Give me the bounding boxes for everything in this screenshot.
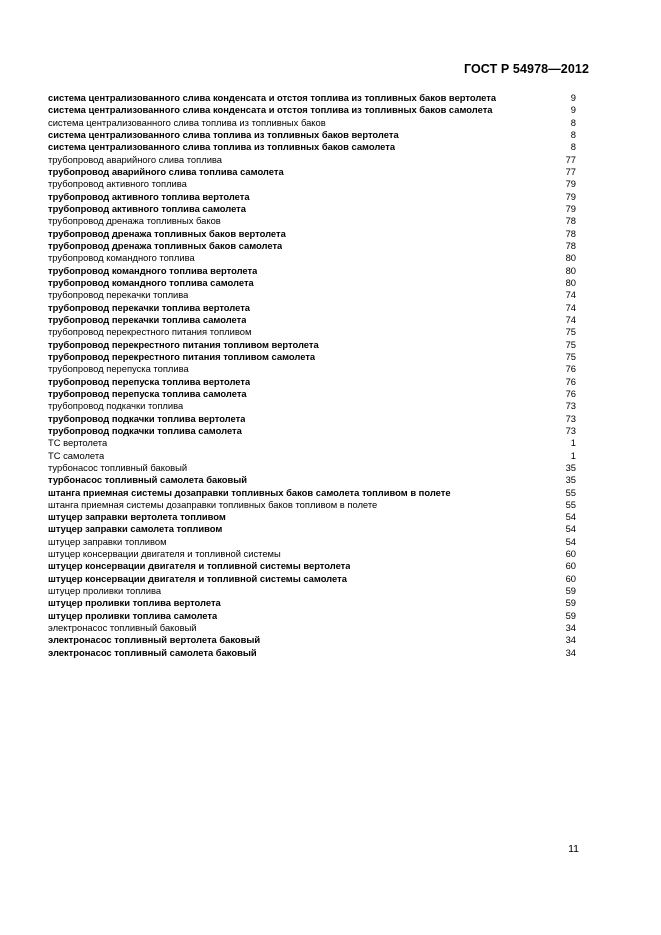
document-standard-title: ГОСТ Р 54978—2012: [463, 62, 589, 76]
index-term: трубопровод активного топлива вертолета: [48, 190, 250, 202]
index-entry: [48, 548, 576, 560]
index-page-ref: 55: [565, 498, 576, 510]
index-entry: [48, 191, 576, 203]
index-page-ref: 60: [565, 548, 576, 560]
index-page-ref: 34: [565, 646, 576, 658]
index-entry: [48, 203, 576, 215]
index-entry: [48, 265, 576, 277]
index-entry: [48, 487, 576, 499]
index-term: трубопровод перепуска топлива самолета: [48, 387, 247, 399]
index-page-ref: 8: [570, 141, 576, 153]
index-entry: [48, 425, 576, 437]
index-term: трубопровод перекачки топлива вертолета: [48, 301, 251, 313]
index-term: трубопровод подкачки топлива: [48, 400, 184, 412]
index-term: трубопровод командного топлива вертолета: [48, 264, 258, 276]
index-entry: [48, 523, 576, 535]
index-entry: [48, 437, 576, 449]
index-entry: [48, 597, 576, 609]
index-entry: [48, 388, 576, 400]
index-page-ref: 76: [565, 375, 576, 387]
index-term: система централизованного слива конденсата и отстоя топлива из топливных баков вертолета: [48, 92, 497, 103]
index-entry: [48, 314, 576, 326]
index-entry: [48, 536, 576, 548]
index-page-ref: 79: [565, 178, 576, 190]
index-page-ref: 74: [565, 301, 576, 313]
index-page-ref: 54: [565, 511, 576, 523]
index-entry: [48, 228, 576, 240]
index-page-ref: 77: [565, 153, 576, 165]
index-term: трубопровод дренажа топливных баков: [48, 215, 221, 227]
index-page-ref: 1: [570, 437, 576, 449]
index-entry: [48, 376, 576, 388]
index-entry: [48, 92, 576, 104]
index-page-ref: 34: [565, 622, 576, 634]
index-term: трубопровод активного топлива самолета: [48, 202, 246, 214]
index-term: трубопровод перепуска топлива: [48, 363, 189, 375]
index-entry: [48, 178, 576, 190]
index-term: штуцер заправки самолета топливом: [48, 523, 223, 535]
index-page-ref: 55: [565, 486, 576, 498]
index-entry: [48, 117, 576, 129]
index-entry: [48, 413, 576, 425]
index-page-ref: 79: [565, 202, 576, 214]
index-entry: [48, 560, 576, 572]
index-page-ref: 34: [565, 634, 576, 646]
index-page-ref: 80: [565, 264, 576, 276]
index-term: трубопровод активного топлива: [48, 178, 187, 190]
index-entry: [48, 499, 576, 511]
index-page-ref: 76: [565, 387, 576, 399]
index-page-ref: 9: [570, 104, 576, 116]
index-page-ref: 78: [565, 227, 576, 239]
index-page-ref: 54: [565, 535, 576, 547]
index-page-ref: 35: [565, 474, 576, 486]
index-entry: [48, 511, 576, 523]
index-page-ref: 73: [565, 400, 576, 412]
index-page-ref: 74: [565, 313, 576, 325]
index-page-ref: 35: [565, 461, 576, 473]
index-entry: [48, 450, 576, 462]
index-term: штуцер проливки топлива вертолета: [48, 597, 221, 609]
index-page-ref: 79: [565, 190, 576, 202]
index-page-ref: 59: [565, 609, 576, 621]
index-entry: [48, 289, 576, 301]
index-page-ref: 78: [565, 215, 576, 227]
index-term: турбонасос топливный самолета баковый: [48, 474, 248, 486]
index-page-ref: 76: [565, 363, 576, 375]
index-term: система централизованного слива конденсата и отстоя топлива из топливных баков самолета: [48, 104, 493, 116]
index-page-ref: 73: [565, 412, 576, 424]
index-term: штуцер проливки топлива: [48, 585, 162, 597]
index-entry: [48, 351, 576, 363]
index-entry: [48, 400, 576, 412]
index-page-ref: 8: [570, 116, 576, 128]
index-page-ref: 60: [565, 572, 576, 584]
index-entry: [48, 339, 576, 351]
index-term: система централизованного слива топлива из топливных баков: [48, 116, 326, 128]
index-entry: [48, 166, 576, 178]
index-entry: [48, 129, 576, 141]
index-page-ref: 59: [565, 597, 576, 609]
index-entry: [48, 634, 576, 646]
alphabetical-term-index: [48, 92, 576, 659]
index-page-ref: 80: [565, 276, 576, 288]
index-page-ref: 59: [565, 585, 576, 597]
index-term: система централизованного слива топлива из топливных баков самолета: [48, 141, 396, 153]
index-page-ref: 77: [565, 165, 576, 177]
index-entry: [48, 363, 576, 375]
index-entry: [48, 585, 576, 597]
index-page-ref: 78: [565, 239, 576, 251]
index-term: электронасос топливный вертолета баковый: [48, 634, 261, 646]
index-term: трубопровод перекачки топлива самолета: [48, 313, 247, 325]
index-term: электронасос топливный баковый: [48, 622, 197, 634]
index-term: трубопровод аварийного слива топлива: [48, 153, 223, 165]
index-entry: [48, 277, 576, 289]
index-page-ref: 75: [565, 326, 576, 338]
index-term: ТС самолета: [48, 449, 105, 461]
index-term: электронасос топливный самолета баковый: [48, 646, 257, 658]
index-entry: [48, 647, 576, 659]
index-page-ref: 80: [565, 252, 576, 264]
index-term: трубопровод аварийного слива топлива самолета: [48, 165, 284, 177]
index-entry: [48, 474, 576, 486]
index-entry: [48, 302, 576, 314]
index-page-ref: 74: [565, 289, 576, 301]
index-term: трубопровод командного топлива: [48, 252, 195, 264]
index-term: трубопровод дренажа топливных баков самолета: [48, 239, 283, 251]
index-term: штуцер заправки вертолета топливом: [48, 511, 226, 523]
index-term: система централизованного слива топлива из топливных баков вертолета: [48, 128, 399, 140]
index-term: трубопровод подкачки топлива вертолета: [48, 412, 246, 424]
index-page-ref: 75: [565, 338, 576, 350]
index-term: трубопровод перекрестного питания топливом вертолета: [48, 338, 319, 350]
index-entry: [48, 141, 576, 153]
index-page-ref: 1: [570, 449, 576, 461]
index-entry: [48, 462, 576, 474]
index-term: штуцер консервации двигателя и топливной системы: [48, 548, 281, 560]
index-entry: [48, 610, 576, 622]
index-entry: [48, 252, 576, 264]
index-term: ТС вертолета: [48, 437, 108, 449]
index-entry: [48, 573, 576, 585]
index-entry: [48, 240, 576, 252]
index-entry: [48, 154, 576, 166]
index-term: турбонасос топливный баковый: [48, 461, 188, 473]
index-term: трубопровод перекачки топлива: [48, 289, 189, 301]
index-page-ref: 9: [570, 92, 576, 103]
index-term: трубопровод дренажа топливных баков вертолета: [48, 227, 286, 239]
index-page-ref: 60: [565, 560, 576, 572]
index-entry: [48, 622, 576, 634]
page-number: 11: [568, 843, 579, 855]
index-page-ref: 8: [570, 128, 576, 140]
index-term: трубопровод командного топлива самолета: [48, 276, 254, 288]
index-term: трубопровод перекрестного питания топливом самолета: [48, 350, 316, 362]
index-term: штуцер заправки топливом: [48, 535, 167, 547]
index-page-ref: 73: [565, 424, 576, 436]
index-entry: [48, 104, 576, 116]
index-term: штуцер консервации двигателя и топливной системы вертолета: [48, 560, 351, 572]
index-term: штуцер консервации двигателя и топливной системы самолета: [48, 572, 347, 584]
index-term: штанга приемная системы дозаправки топливных баков самолета топливом в полете: [48, 486, 451, 498]
index-page-ref: 75: [565, 350, 576, 362]
index-term: трубопровод перепуска топлива вертолета: [48, 375, 251, 387]
index-term: штуцер проливки топлива самолета: [48, 609, 218, 621]
index-term: трубопровод перекрестного питания топливом: [48, 326, 252, 338]
index-entry: [48, 215, 576, 227]
index-entry: [48, 326, 576, 338]
index-term: штанга приемная системы дозаправки топливных баков топливом в полете: [48, 498, 378, 510]
index-term: трубопровод подкачки топлива самолета: [48, 424, 242, 436]
index-page-ref: 54: [565, 523, 576, 535]
